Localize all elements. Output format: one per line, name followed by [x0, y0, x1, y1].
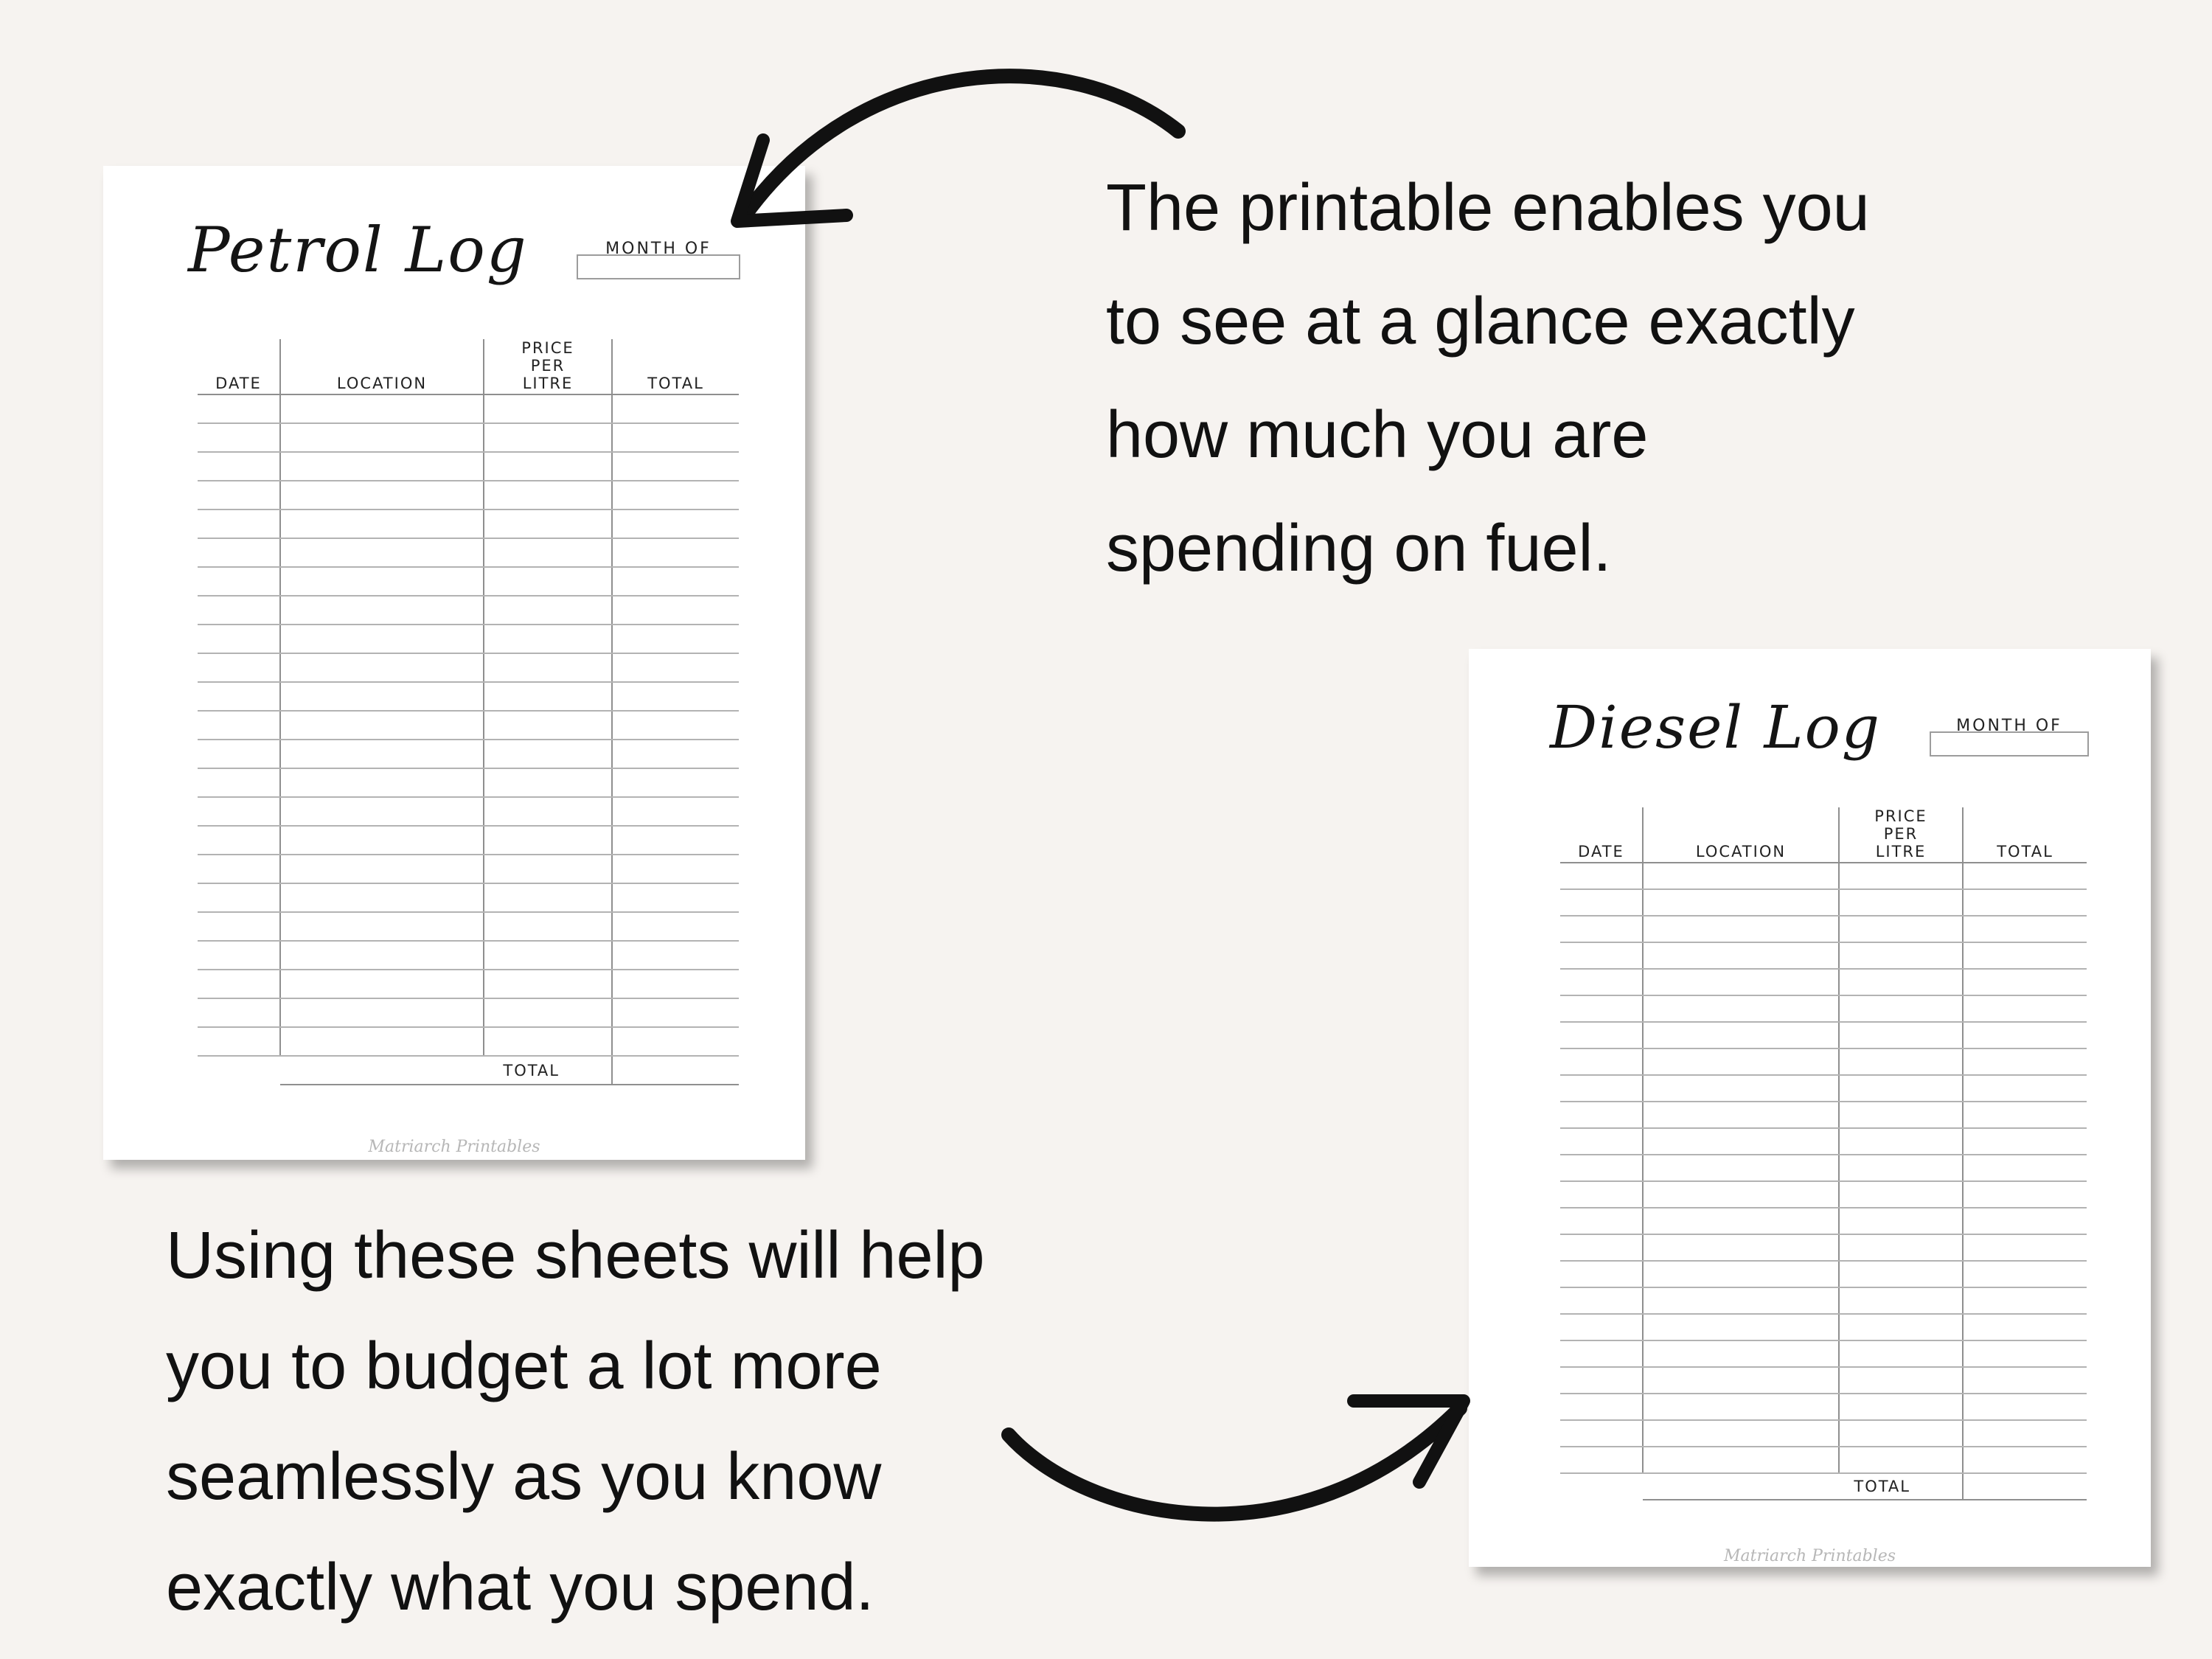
copy-line: to see at a glance exactly	[1106, 285, 1855, 358]
price-per-litre-label: PRICE PER LITRE	[521, 339, 574, 392]
brand-watermark: Matriarch Printables	[1723, 1547, 1896, 1565]
column-header-location: LOCATION	[280, 339, 484, 394]
column-header-location: LOCATION	[1643, 807, 1839, 863]
copy-line: how much you are	[1106, 398, 1649, 472]
copy-line: exactly what you spend.	[166, 1551, 874, 1624]
copy-line: you to budget a lot more	[166, 1329, 882, 1403]
month-of-label: MONTH OF	[605, 240, 712, 258]
column-header-total: TOTAL	[612, 339, 739, 394]
month-of-label: MONTH OF	[1956, 717, 2062, 735]
price-per-litre-label: PRICE PER LITRE	[1874, 807, 1927, 860]
copy-line: The printable enables you	[1106, 171, 1870, 245]
diesel-log-title: Diesel Log	[1550, 693, 1881, 762]
total-label: TOTAL	[280, 1056, 612, 1085]
column-header-date: DATE	[1560, 807, 1643, 863]
petrol-log-title: Petrol Log	[188, 214, 528, 286]
curved-arrow-icon	[737, 76, 1178, 221]
curved-arrow-icon	[1009, 1401, 1464, 1514]
column-header-date: DATE	[198, 339, 280, 394]
brand-watermark: Matriarch Printables	[368, 1138, 540, 1156]
copy-line: spending on fuel.	[1106, 512, 1612, 585]
copy-line: seamlessly as you know	[166, 1440, 882, 1514]
column-header-total: TOTAL	[1963, 807, 2087, 863]
total-label: TOTAL	[1643, 1473, 1963, 1500]
copy-line: Using these sheets will help	[166, 1219, 985, 1293]
